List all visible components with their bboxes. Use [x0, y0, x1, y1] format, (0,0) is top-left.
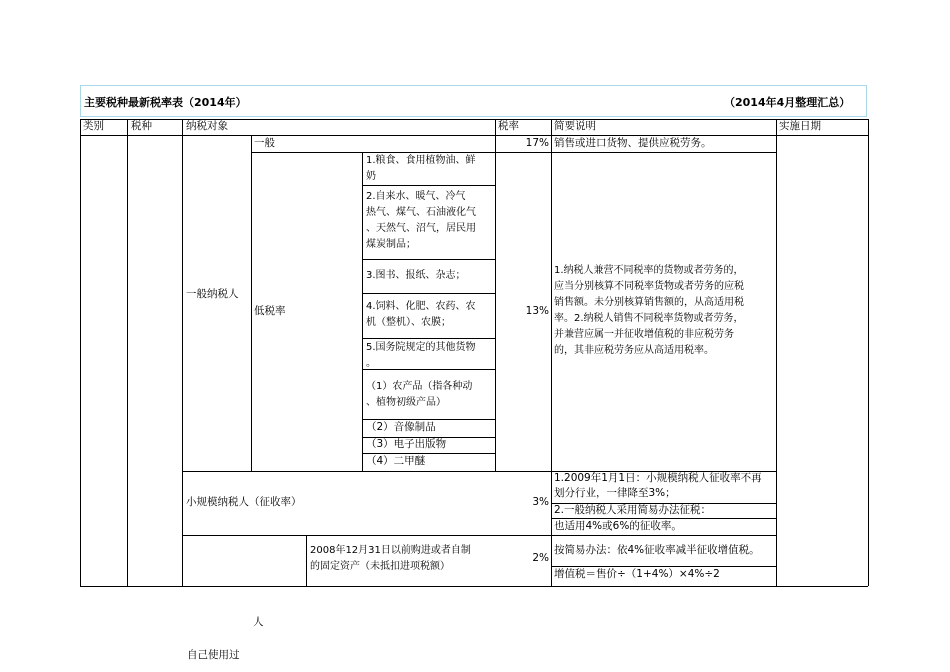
overflow-text-1: 人: [253, 616, 264, 628]
low-item: （2）音像制品: [366, 421, 436, 433]
normal-rate-desc: 销售或进口货物、提供应税劳务。: [554, 137, 712, 149]
low-item: 5.国务院规定的其他货物 。: [366, 342, 476, 369]
fixed-assets-desc-1: 按简易办法：依4%征收率减半征收增值税。: [554, 544, 760, 556]
fixed-assets-item: 2008年12月31日以前购进或者自制 的固定资产（未抵扣进项税额）: [310, 545, 471, 572]
low-rate-value: 13%: [525, 305, 549, 317]
header-category: 类别: [83, 120, 104, 132]
fixed-assets-desc-2: 增值税＝售价÷（1+4%）×4%÷2: [554, 568, 720, 580]
low-item: 4.饲料、化肥、农药、农 机（整机）、农膜；: [366, 301, 476, 328]
header-effective-date: 实施日期: [779, 120, 821, 132]
low-item: （3）电子出版物: [366, 438, 447, 450]
table-title-note: （2014年4月整理汇总）: [724, 96, 851, 109]
small-taxpayer-label: 小规模纳税人（征收率）: [186, 496, 302, 508]
small-desc-2: 2.一般纳税人采用简易办法征税：: [554, 504, 712, 516]
table-title: 主要税种最新税率表（2014年）: [84, 96, 247, 109]
low-item: （1）农产品（指各种动 、植物初级产品）: [366, 381, 473, 408]
normal-rate-label: 一般: [254, 137, 275, 149]
normal-rate-value: 17%: [525, 137, 549, 149]
small-desc-3: 也适用4%或6%的征收率。: [554, 520, 682, 532]
small-rate-value: 3%: [532, 496, 549, 508]
header-taxpayer: 纳税对象: [186, 120, 228, 132]
header-tax-type: 税种: [131, 120, 152, 132]
small-desc-1: 1.2009年1月1日：小规模纳税人征收率不再 划分行业，一律降至3%；: [554, 472, 762, 499]
low-rate-label: 低税率: [254, 305, 286, 317]
header-rate: 税率: [498, 120, 519, 132]
general-taxpayer-label: 一般纳税人: [186, 288, 239, 300]
fixed-assets-rate: 2%: [532, 552, 549, 564]
low-item: （4）二甲醚: [366, 455, 426, 467]
header-description: 简要说明: [554, 120, 596, 132]
low-item: 3.图书、报纸、杂志；: [366, 270, 466, 281]
low-item: 1.粮食、食用植物油、鲜 奶: [366, 155, 476, 182]
low-rate-desc: 1.纳税人兼营不同税率的货物或者劳务的， 应当分别核算不同税率货物或者劳务的应税 销售额。未分别核算销售额的，从高适用税 率。2.纳税人销售不同税率货物或者劳务， 并兼营应属一并征收增值税的非应税劳务 的，其非应税劳务应从高适用税率。: [554, 265, 744, 356]
overflow-text-2: 自己使用过: [187, 649, 240, 661]
low-item: 2.自来水、暖气、冷气 热气、煤气、石油液化气 、天然气、沼气，居民用 煤炭制品；: [366, 191, 476, 250]
